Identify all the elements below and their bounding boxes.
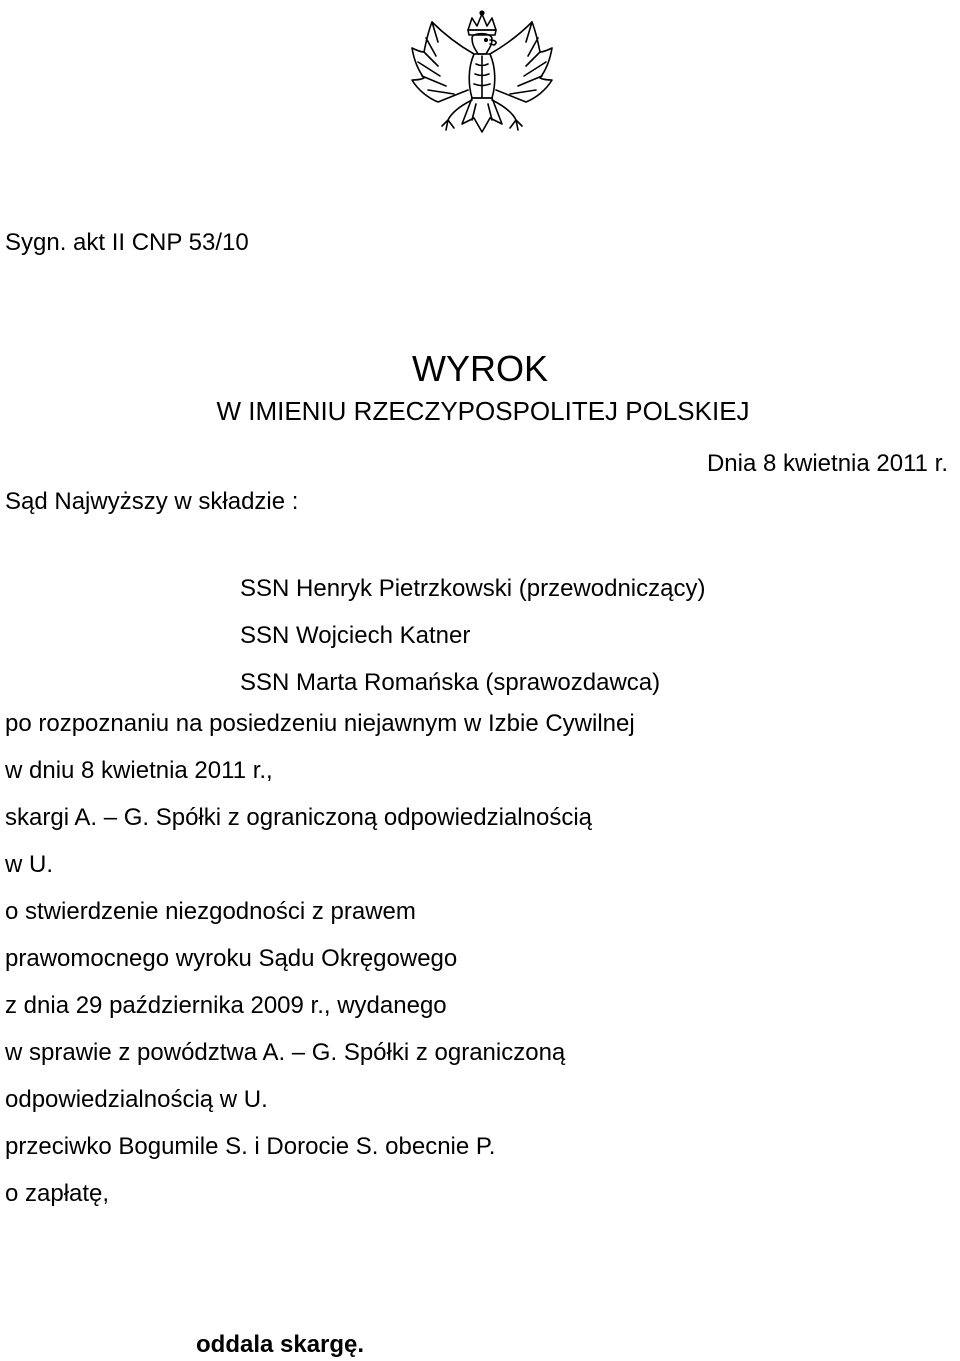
judge-presiding: SSN Henryk Pietrzkowski (przewodniczący) xyxy=(240,575,706,602)
body-line: o zapłatę, xyxy=(5,1180,110,1207)
document-title: WYROK xyxy=(411,348,548,389)
body-line: w dniu 8 kwietnia 2011 r., xyxy=(5,757,273,784)
body-line: prawomocnego wyroku Sądu Okręgowego xyxy=(5,945,458,972)
judges-list xyxy=(240,565,705,706)
body-line: odpowiedzialnością w U. xyxy=(5,1086,268,1113)
body-line: skargi A. – G. Spółki z ograniczoną odpowiedzialnością xyxy=(5,804,592,831)
verdict: oddala skargę. xyxy=(196,1331,365,1358)
document-subtitle: W IMIENIU RZECZYPOSPOLITEJ POLSKIEJ xyxy=(216,396,750,426)
body-line: przeciwko Bogumile S. i Dorocie S. obecnie P. xyxy=(5,1133,496,1160)
judge-member: SSN Wojciech Katner xyxy=(240,622,471,649)
judge-rapporteur: SSN Marta Romańska (sprawozdawca) xyxy=(240,669,661,696)
body-line: po rozpoznaniu na posiedzeniu niejawnym w Izbie Cywilnej xyxy=(5,710,635,737)
polish-eagle-emblem-icon xyxy=(402,8,562,160)
judgment-body xyxy=(5,700,635,1217)
case-number: Sygn. akt II CNP 53/10 xyxy=(5,229,249,256)
judgment-date: Dnia 8 kwietnia 2011 r. xyxy=(706,450,948,477)
court-composition: Sąd Najwyższy w składzie : xyxy=(5,488,299,515)
body-line: z dnia 29 października 2009 r., wydanego xyxy=(5,992,447,1019)
body-line: w sprawie z powództwa A. – G. Spółki z ograniczoną xyxy=(5,1039,566,1066)
body-line: o stwierdzenie niezgodności z prawem xyxy=(5,898,416,925)
crown-icon xyxy=(468,11,496,35)
body-line: w U. xyxy=(5,851,53,878)
